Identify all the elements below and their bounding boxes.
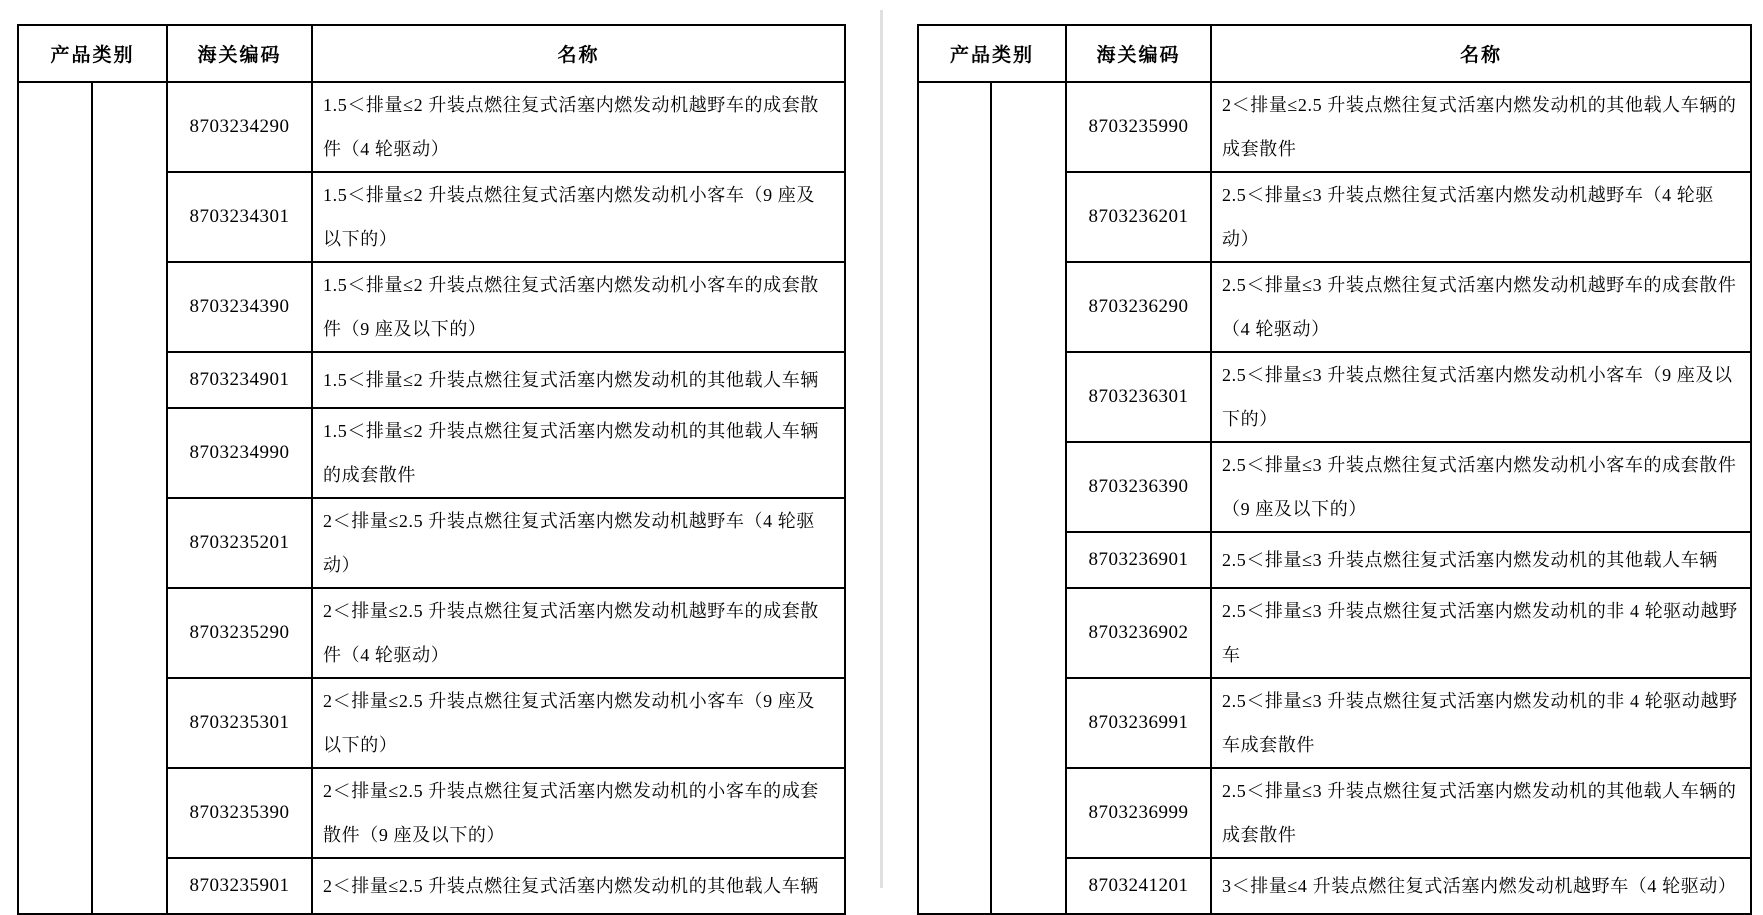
category-header: 产品类别: [918, 25, 1066, 82]
hs-code-cell: 8703235901: [167, 858, 312, 914]
name-cell: 1.5＜排量≤2 升装点燃往复式活塞内燃发动机小客车（9 座及以下的）: [312, 172, 845, 262]
name-cell: 2＜排量≤2.5 升装点燃往复式活塞内燃发动机的小客车的成套散件（9 座及以下的）: [312, 768, 845, 858]
hs-code-cell: 8703236390: [1066, 442, 1211, 532]
name-header: 名称: [312, 25, 845, 82]
hs-code-cell: 8703235290: [167, 588, 312, 678]
hs-code-header: 海关编码: [1066, 25, 1211, 82]
hs-code-cell: 8703236991: [1066, 678, 1211, 768]
name-cell: 2＜排量≤2.5 升装点燃往复式活塞内燃发动机越野车（4 轮驱动）: [312, 498, 845, 588]
name-cell: 2＜排量≤2.5 升装点燃往复式活塞内燃发动机越野车的成套散件（4 轮驱动）: [312, 588, 845, 678]
name-cell: 2.5＜排量≤3 升装点燃往复式活塞内燃发动机越野车的成套散件（4 轮驱动）: [1211, 262, 1751, 352]
hs-code-cell: 8703236999: [1066, 768, 1211, 858]
name-cell: 1.5＜排量≤2 升装点燃往复式活塞内燃发动机小客车的成套散件（9 座及以下的）: [312, 262, 845, 352]
header-row: [18, 25, 845, 82]
name-cell: 2.5＜排量≤3 升装点燃往复式活塞内燃发动机的非 4 轮驱动越野车成套散件: [1211, 678, 1751, 768]
name-header: 名称: [1211, 25, 1751, 82]
hs-code-cell: 8703234290: [167, 82, 312, 172]
category-subcell: [92, 82, 167, 914]
category-cell: [18, 82, 92, 914]
table-row: [18, 82, 845, 172]
hs-code-cell: 8703236901: [1066, 532, 1211, 588]
name-cell: 2＜排量≤2.5 升装点燃往复式活塞内燃发动机的其他载人车辆的成套散件: [1211, 82, 1751, 172]
name-cell: 2.5＜排量≤3 升装点燃往复式活塞内燃发动机小客车（9 座及以下的）: [1211, 352, 1751, 442]
name-cell: 2.5＜排量≤3 升装点燃往复式活塞内燃发动机越野车（4 轮驱动）: [1211, 172, 1751, 262]
category-header: 产品类别: [18, 25, 167, 82]
name-cell: 2＜排量≤2.5 升装点燃往复式活塞内燃发动机小客车（9 座及以下的）: [312, 678, 845, 768]
hs-code-cell: 8703235201: [167, 498, 312, 588]
hs-code-cell: 8703235390: [167, 768, 312, 858]
hs-code-cell: 8703234390: [167, 262, 312, 352]
name-cell: 2.5＜排量≤3 升装点燃往复式活塞内燃发动机的非 4 轮驱动越野车: [1211, 588, 1751, 678]
name-cell: 1.5＜排量≤2 升装点燃往复式活塞内燃发动机的其他载人车辆: [312, 352, 845, 408]
name-cell: 2.5＜排量≤3 升装点燃往复式活塞内燃发动机的其他载人车辆的成套散件: [1211, 768, 1751, 858]
hs-code-header: 海关编码: [167, 25, 312, 82]
right-page-table: [917, 24, 1752, 915]
left-page-table: [17, 24, 846, 915]
hs-code-cell: 8703234901: [167, 352, 312, 408]
category-subcell: [991, 82, 1066, 914]
category-cell: [918, 82, 991, 914]
name-cell: 1.5＜排量≤2 升装点燃往复式活塞内燃发动机越野车的成套散件（4 轮驱动）: [312, 82, 845, 172]
hs-code-cell: 8703234301: [167, 172, 312, 262]
name-cell: 1.5＜排量≤2 升装点燃往复式活塞内燃发动机的其他载人车辆的成套散件: [312, 408, 845, 498]
name-cell: 3＜排量≤4 升装点燃往复式活塞内燃发动机越野车（4 轮驱动）: [1211, 858, 1751, 914]
hs-code-cell: 8703236902: [1066, 588, 1211, 678]
hs-code-cell: 8703235301: [167, 678, 312, 768]
header-row: [918, 25, 1751, 82]
table-row: [918, 82, 1751, 172]
name-cell: 2.5＜排量≤3 升装点燃往复式活塞内燃发动机小客车的成套散件（9 座及以下的）: [1211, 442, 1751, 532]
hs-code-cell: 8703241201: [1066, 858, 1211, 914]
hs-code-cell: 8703236290: [1066, 262, 1211, 352]
hs-code-cell: 8703236201: [1066, 172, 1211, 262]
name-cell: 2＜排量≤2.5 升装点燃往复式活塞内燃发动机的其他载人车辆: [312, 858, 845, 914]
hs-code-cell: 8703235990: [1066, 82, 1211, 172]
name-cell: 2.5＜排量≤3 升装点燃往复式活塞内燃发动机的其他载人车辆: [1211, 532, 1751, 588]
hs-code-cell: 8703234990: [167, 408, 312, 498]
page-divider: [880, 10, 883, 888]
hs-code-cell: 8703236301: [1066, 352, 1211, 442]
